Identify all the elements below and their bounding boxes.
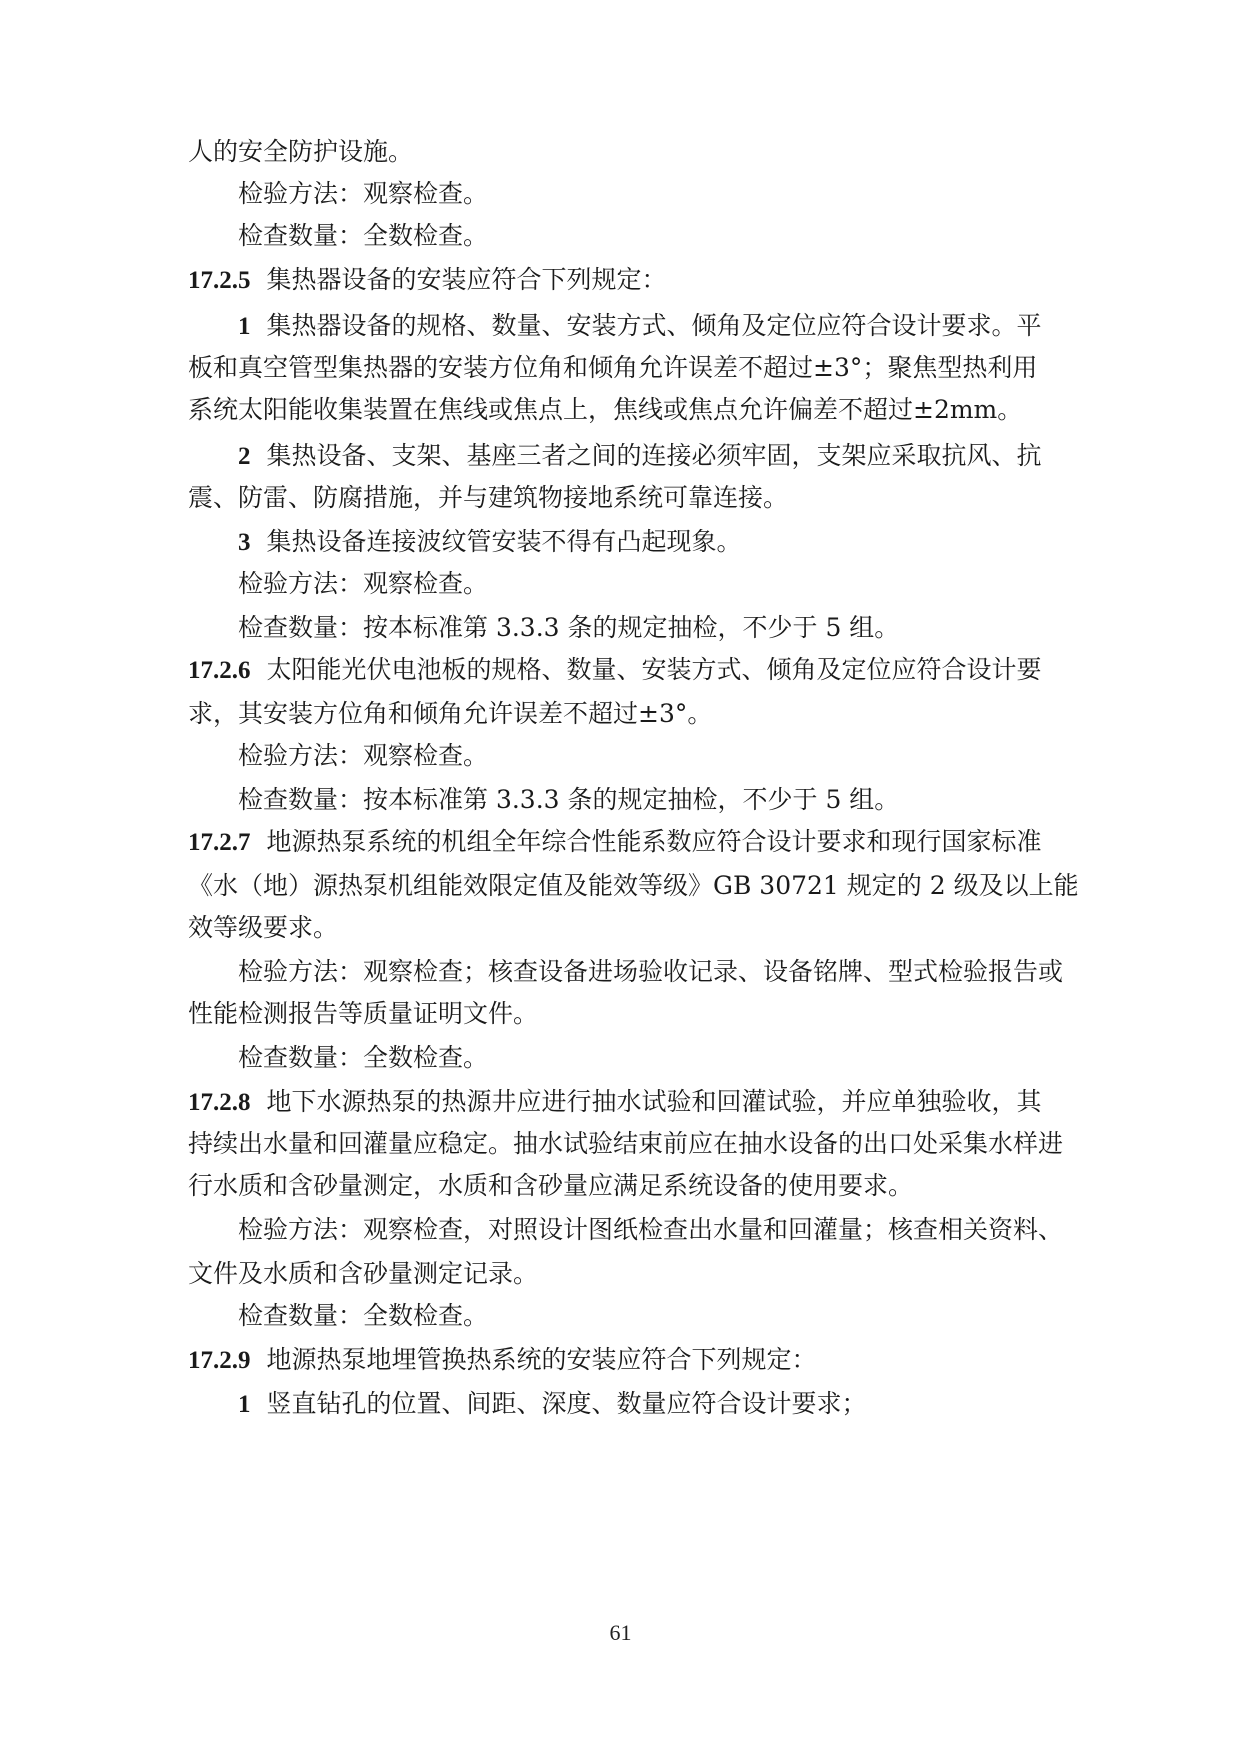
paragraph-line: 检验方法：观察检查。 bbox=[238, 741, 489, 770]
clause-number: 17.2.6 bbox=[188, 657, 251, 684]
paragraph-line: 效等级要求。 bbox=[188, 913, 339, 942]
paragraph-line: 检查数量：按本标准第 3.3.3 条的规定抽检，不少于 5 组。 bbox=[238, 785, 900, 814]
clause-number: 17.2.5 bbox=[188, 267, 251, 294]
list-item-2 bbox=[238, 440, 1042, 472]
paragraph-line: 求，其安装方位角和倾角允许误差不超过±3°。 bbox=[188, 699, 713, 728]
clause-17-2-9 bbox=[188, 1344, 817, 1376]
paragraph-line: 性能检测报告等质量证明文件。 bbox=[188, 999, 539, 1028]
clause-text: 太阳能光伏电池板的规格、数量、安装方式、倾角及定位应符合设计要 bbox=[266, 655, 1042, 684]
clause-17-2-8 bbox=[188, 1086, 1042, 1118]
paragraph-line: 检查数量：全数检查。 bbox=[238, 1043, 489, 1072]
paragraph-line: 检查数量：全数检查。 bbox=[238, 1301, 489, 1330]
item-number: 2 bbox=[238, 443, 251, 470]
clause-17-2-7 bbox=[188, 826, 1042, 858]
clause-17-2-6 bbox=[188, 654, 1042, 686]
paragraph-line: 文件及水质和含砂量测定记录。 bbox=[188, 1259, 539, 1288]
paragraph-line: 人的安全防护设施。 bbox=[188, 137, 414, 166]
list-item-1 bbox=[238, 1388, 867, 1420]
item-text: 集热设备、支架、基座三者之间的连接必须牢固，支架应采取抗风、抗 bbox=[266, 441, 1042, 470]
page-number: 61 bbox=[609, 1620, 632, 1645]
item-number: 3 bbox=[238, 529, 251, 556]
item-text: 集热器设备的规格、数量、安装方式、倾角及定位应符合设计要求。平 bbox=[266, 311, 1042, 340]
paragraph-line: 检验方法：观察检查；核查设备进场验收记录、设备铭牌、型式检验报告或 bbox=[238, 957, 1064, 986]
paragraph-line: 《水（地）源热泵机组能效限定值及能效等级》GB 30721 规定的 2 级及以上能 bbox=[188, 871, 1079, 900]
paragraph-line: 系统太阳能收集装置在焦线或焦点上，焦线或焦点允许偏差不超过±2mm。 bbox=[188, 395, 1023, 424]
clause-text: 地源热泵系统的机组全年综合性能系数应符合设计要求和现行国家标准 bbox=[266, 827, 1042, 856]
item-text: 集热设备连接波纹管安装不得有凸起现象。 bbox=[266, 527, 742, 556]
list-item-1 bbox=[238, 310, 1042, 342]
list-item-3 bbox=[238, 526, 742, 558]
paragraph-line: 板和真空管型集热器的安装方位角和倾角允许误差不超过±3°；聚焦型热利用 bbox=[188, 353, 1038, 382]
paragraph-line: 检验方法：观察检查，对照设计图纸检查出水量和回灌量；核查相关资料、 bbox=[238, 1215, 1064, 1244]
clause-number: 17.2.8 bbox=[188, 1089, 251, 1116]
clause-text: 地源热泵地埋管换热系统的安装应符合下列规定： bbox=[266, 1345, 817, 1374]
paragraph-line: 检查数量：全数检查。 bbox=[238, 221, 489, 250]
clause-number: 17.2.9 bbox=[188, 1347, 251, 1374]
paragraph-line: 持续出水量和回灌量应稳定。抽水试验结束前应在抽水设备的出口处采集水样进 bbox=[188, 1129, 1064, 1158]
paragraph-line: 行水质和含砂量测定，水质和含砂量应满足系统设备的使用要求。 bbox=[188, 1171, 914, 1200]
clause-text: 集热器设备的安装应符合下列规定： bbox=[266, 265, 667, 294]
paragraph-line: 检验方法：观察检查。 bbox=[238, 179, 489, 208]
paragraph-line: 检查数量：按本标准第 3.3.3 条的规定抽检，不少于 5 组。 bbox=[238, 613, 900, 642]
clause-number: 17.2.7 bbox=[188, 829, 251, 856]
item-number: 1 bbox=[238, 313, 251, 340]
clause-text: 地下水源热泵的热源井应进行抽水试验和回灌试验，并应单独验收，其 bbox=[266, 1087, 1042, 1116]
paragraph-line: 检验方法：观察检查。 bbox=[238, 569, 489, 598]
paragraph-line: 震、防雷、防腐措施，并与建筑物接地系统可靠连接。 bbox=[188, 483, 789, 512]
item-number: 1 bbox=[238, 1391, 251, 1418]
clause-17-2-5 bbox=[188, 264, 667, 296]
item-text: 竖直钻孔的位置、间距、深度、数量应符合设计要求； bbox=[266, 1389, 867, 1418]
